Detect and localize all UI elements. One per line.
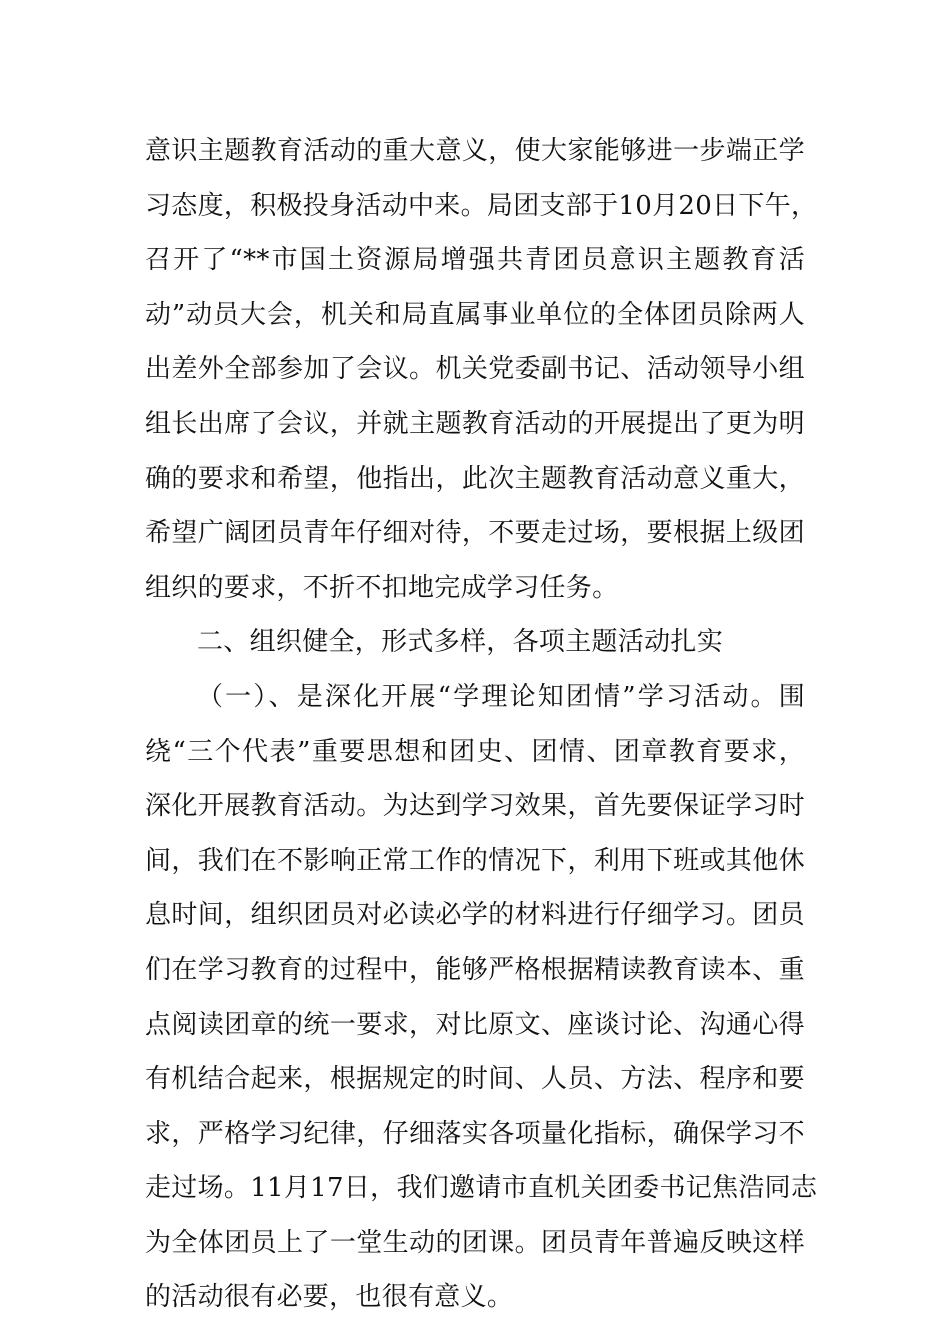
text-line: 深化开展教育活动。为达到学习效果，首先要保证学习时 (145, 791, 805, 822)
text-line: 出差外全部参加了会议。机关党委副书记、活动领导小组 (145, 354, 805, 385)
text-line: 有机结合起来，根据规定的时间、人员、方法、程序和要 (145, 1064, 805, 1095)
text-line: 意识主题教育活动的重大意义，使大家能够进一步端正学 (145, 136, 805, 166)
text-line: 的活动很有必要，也很有意义。 (145, 1282, 514, 1313)
text-line: 召开了“**市国土资源局增强共青团员意识主题教育活 (145, 245, 805, 276)
text-line: 们在学习教育的过程中，能够严格根据精读教育读本、重 (145, 954, 805, 985)
text-line: 习态度，积极投身活动中来。局团支部于10月20日下午， (145, 190, 818, 221)
text-line: 希望广阔团员青年仔细对待，不要走过场，要根据上级团 (145, 518, 805, 549)
text-line: 走过场。11月17日，我们邀请市直机关团委书记焦浩同志 (145, 1173, 818, 1204)
text-line: 间，我们在不影响正常工作的情况下，利用下班或其他休 (145, 845, 805, 876)
document-body (145, 124, 818, 1325)
text-line: 动”动员大会，机关和局直属事业单位的全体团员除两人 (145, 299, 805, 330)
text-line: 息时间，组织团员对必读必学的材料进行仔细学习。团员 (145, 900, 805, 931)
text-line: （一）、是深化开展“学理论知团情”学习活动。围 (197, 681, 805, 712)
text-line: 二、组织健全，形式多样，各项主题活动扎实 (197, 627, 724, 658)
text-line: 确的要求和希望，他指出，此次主题教育活动意义重大， (145, 463, 805, 494)
text-line: 点阅读团章的统一要求，对比原文、座谈讨论、沟通心得 (145, 1009, 805, 1040)
text-line: 为全体团员上了一堂生动的团课。团员青年普遍反映这样 (145, 1227, 805, 1258)
text-line: 绕“三个代表”重要思想和团史、团情、团章教育要求， (145, 736, 805, 767)
text-line: 求，严格学习纪律，仔细落实各项量化指标，确保学习不 (145, 1118, 805, 1149)
text-line: 组织的要求，不折不扣地完成学习任务。 (145, 572, 619, 603)
text-line: 组长出席了会议，并就主题教育活动的开展提出了更为明 (145, 408, 805, 439)
